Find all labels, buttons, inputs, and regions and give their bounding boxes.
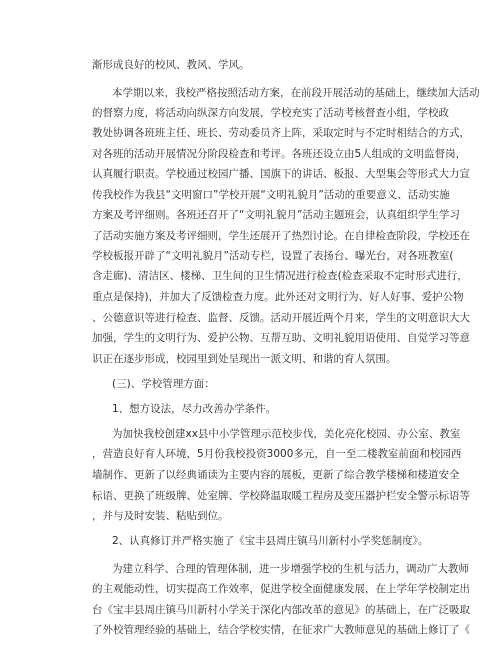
text-line: 了外校管理经验的基础上，结合学校实情，在征求广大教师意见的基础上修订了《	[92, 624, 470, 636]
text-line: 加强，学生的文明行为、爱护公物、互帮互助、文明礼貌用语使用、自觉学习等意	[92, 332, 470, 344]
text-line: ，并与及时安装、粘贴到位。	[92, 510, 229, 522]
text-line: 为建立科学、合理的管理体制，进一步增强学校的生机与活力，调动广大教师	[112, 563, 469, 575]
text-line: 本学期以来，我校严格按照活动方案，在前段开展活动的基础上，继续加大活动	[112, 87, 480, 99]
text-line: 传我校作为我县“文明窗口”学校开展“文明礼貌月”活动的重要意义、活动实施	[92, 189, 450, 201]
text-line: ，营造良好育人环境，5月份我校投资3000多元，自一至二楼教室前面和校园西	[92, 448, 462, 460]
text-line: 、公德意识等进行检查、监督、反馈。活动开展近两个月来，学生的文明意识大大	[92, 312, 470, 324]
text-line: 的主观能动性，切实提高工作效率，促进学校全面健康发展，在上学年学校制定出	[92, 583, 470, 595]
text-line: 学校板报开辟了“文明礼貌月”活动专栏，设置了表扬台、曝光台，对各班教室(	[92, 250, 454, 262]
text-line: 渐形成良好的校风、教风、学风。	[92, 59, 250, 71]
text-line: 为加快我校创建xx县中小学管理示范校步伐，美化亮化校园、办公室、教室	[112, 428, 461, 440]
text-line: 标语、更换了班级牌、处室牌、学校降温取暖工程房及变压器护栏安全警示标语等	[92, 490, 470, 502]
text-line: 的督察力度，将活动向纵深方向发展，学校充实了活动考核督查小组，学校政	[92, 107, 449, 119]
text-line: 认真履行职责。学校通过校园广播、国旗下的讲话、板报、大型集会等形式大力宣	[92, 168, 470, 180]
text-line: 教处协调各班班主任、班长、劳动委员齐上阵，采取定时与不定时相结合的方式，	[92, 127, 470, 139]
text-line: 墙制作、更新了以经典诵读为主要内容的展板，更新了综合教学楼梯和楼道安全	[92, 469, 460, 481]
text-line: 含走廊)、清洁区、楼梯、卫生间的卫生情况进行检查(检查采取不定时形式进行，	[92, 270, 468, 282]
text-line: 了活动实施方案及考评细则，学生还展开了热烈讨论。在自律检查阶段，学校还在	[92, 230, 470, 242]
text-line: 识正在逐步形成，校园里到处呈现出一派文明、和谐的育人氛围。	[92, 353, 397, 365]
text-line: 2、认真修订并严格实施了《宝丰县周庄镇马川新村小学奖惩制度》。	[112, 535, 429, 547]
text-line: 方案及考评细则。各班还召开了“文明礼貌月”活动主题班会，认真组织学生学习	[92, 209, 460, 221]
text-line: 对各班的活动开展情况分阶段检查和考评。各班还设立由5人组成的文明监督岗，	[92, 148, 467, 160]
text-line: (三)、学校管理方面：	[112, 378, 215, 390]
text-line: 台《宝丰县周庄镇马川新村小学关于深化内部改革的意见》的基础上，在广泛吸取	[92, 604, 470, 616]
text-line: 重点是保持)，并加大了反馈检查力度。此外还对文明行为、好人好事、爱护公物	[92, 291, 464, 303]
text-line: 1、想方设法，尽力改善办学条件。	[112, 403, 277, 415]
